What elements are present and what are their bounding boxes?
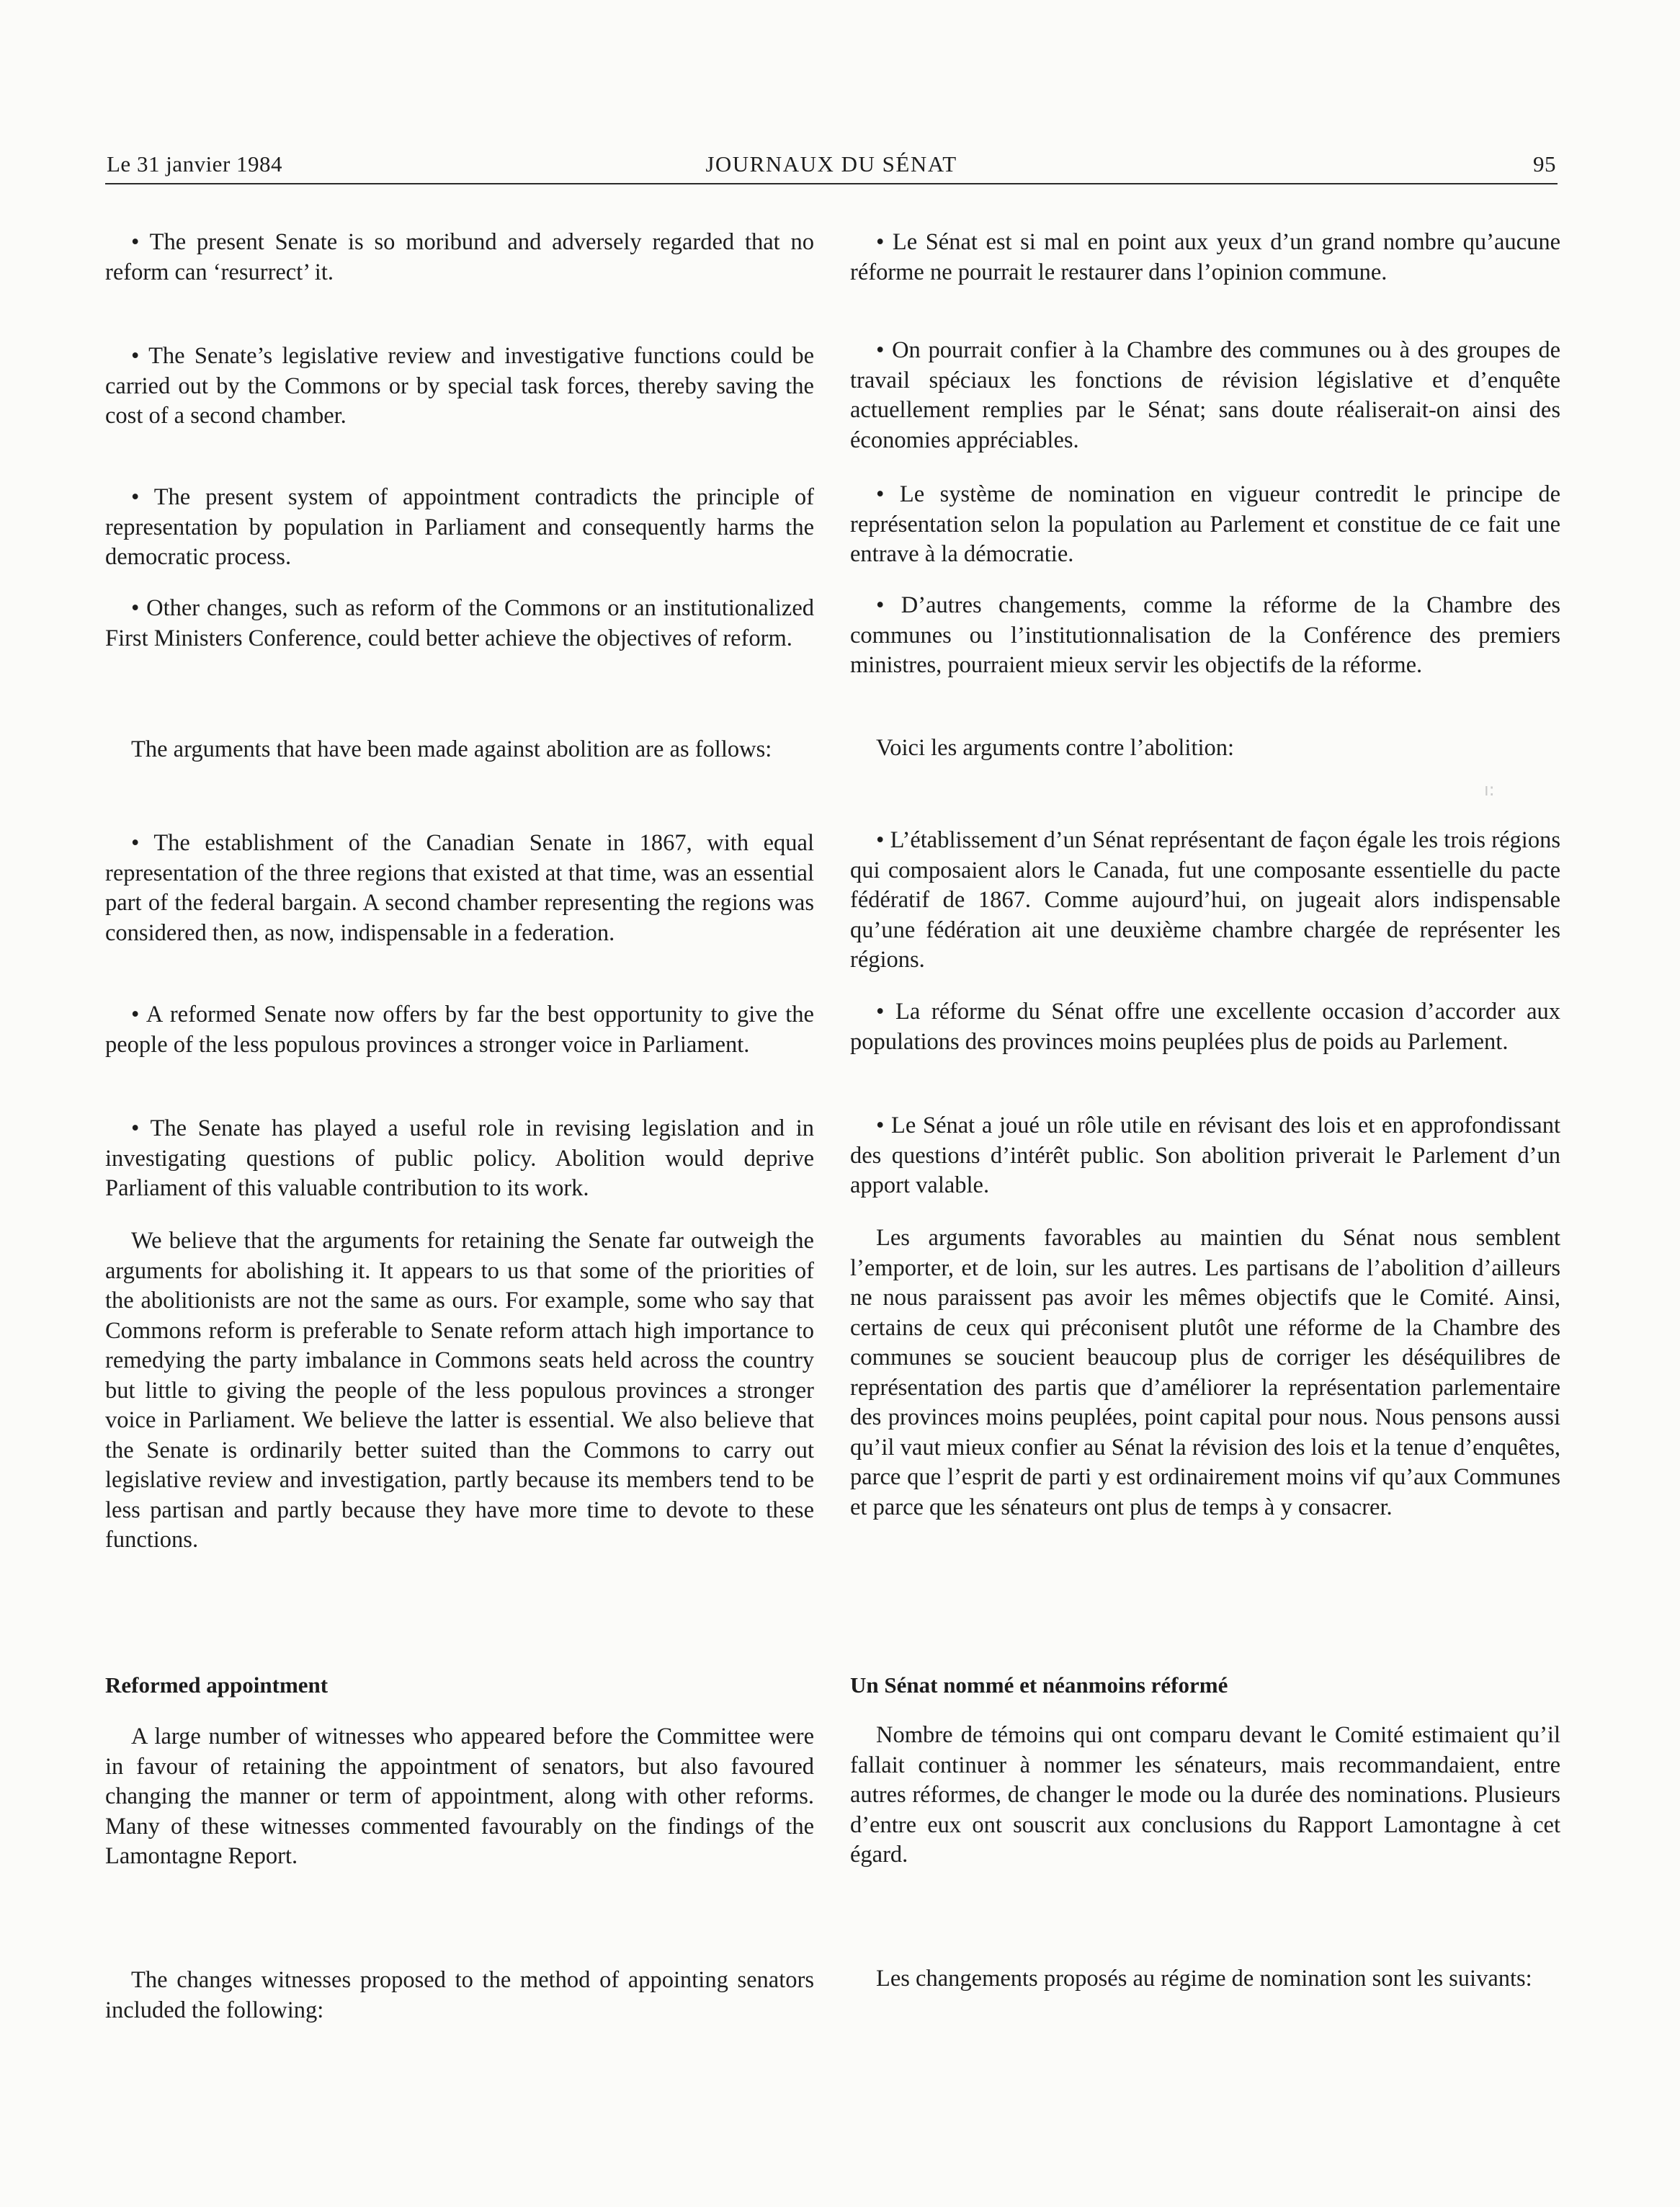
fr-paragraph-changes: Les changements proposés au régime de nomination sont les suivants: [876, 1966, 1532, 1992]
en-bullet-4: • Other changes, such as reform of the Commons or an institutionalized First Ministers Conference, could better achieve the objectives of reform. [105, 595, 814, 651]
en-paragraph-against: The arguments that have been made against abolition are as follows: [131, 736, 772, 762]
en-bullet-7: • The Senate has played a useful role in revising legislation and in investigating questions of public policy. Abolition would deprive Parliament of this valuable contribution to its work. [105, 1115, 814, 1201]
en-section-heading: Reformed appointment [105, 1672, 329, 1698]
fr-paragraph-against: Voici les arguments contre l’abolition: [876, 735, 1235, 761]
fr-section-heading: Un Sénat nommé et néanmoins réformé [850, 1672, 1228, 1698]
fr-bullet-7: • Le Sénat a joué un rôle utile en révisant des lois et en approfondissant des questions d’intérêt public. Son abolition priverait le Parlement d’un apport valable. [850, 1113, 1560, 1198]
fr-paragraph-witnesses: Nombre de témoins qui ont comparu devant le Comité estimaient qu’il fallait continuer à nommer les sénateurs, mais recommandaient, entre autres réformes, de changer le mode ou la durée des nominations. Plusieurs d’entre eux ont souscrit aux conclusions du Rapport Lamontagne à cet égard. [850, 1722, 1560, 1868]
margin-mark: ı: [1484, 780, 1495, 800]
fr-bullet-2: • On pourrait confier à la Chambre des communes ou à des groupes de travail spéciaux les fonctions de révision législative et d’enquête actuellement remplies par le Sénat; sans doute réaliserait-on ainsi des économies appréciables. [850, 337, 1560, 453]
fr-bullet-6: • La réforme du Sénat offre une excellente occasion d’accorder aux populations des provinces moins peuplées plus de poids au Parlement. [850, 999, 1560, 1055]
en-bullet-1: • The present Senate is so moribund and adversely regarded that no reform can ‘resurrect’ it. [105, 229, 814, 285]
en-paragraph-believe: We believe that the arguments for retaining the Senate far outweigh the arguments for abolishing it. It appears to us that some of the priorities of the abolitionists are not the same as ours. For example, some who say that Commons reform is preferable to Senate reform attach high importance to remedying the party imbalance in Commons seats held across the country but little to giving the people of the less populous provinces a stronger voice in Parliament. We believe the latter is essential. We also believe that the Senate is ordinarily better suited than the Commons to carry out legislative review and investigation, partly because its members tend to be less partisan and partly because they have more time to devote to these functions. [105, 1228, 814, 1553]
en-bullet-3: • The present system of appointment contradicts the principle of representation by population in Parliament and consequently harms the democratic process. [105, 484, 814, 570]
fr-bullet-1: • Le Sénat est si mal en point aux yeux d’un grand nombre qu’aucune réforme ne pourrait le restaurer dans l’opinion commune. [850, 229, 1560, 285]
page-number: 95 [1533, 151, 1556, 177]
fr-bullet-3: • Le système de nomination en vigueur contredit le principe de représentation selon la population au Parlement et constitue de ce fait une entrave à la démocratie. [850, 481, 1560, 567]
en-bullet-6: • A reformed Senate now offers by far the best opportunity to give the people of the less populous provinces a stronger voice in Parliament. [105, 1002, 814, 1058]
en-bullet-5: • The establishment of the Canadian Senate in 1867, with equal representation of the three regions that existed at that time, was an essential part of the federal bargain. A second chamber representing the regions was considered then, as now, indispensable in a federation. [105, 830, 814, 946]
en-bullet-2: • The Senate’s legislative review and investigative functions could be carried out by the Commons or by special task forces, thereby saving the cost of a second chamber. [105, 343, 814, 429]
en-paragraph-changes: The changes witnesses proposed to the method of appointing senators included the following: [105, 1967, 814, 2023]
fr-bullet-5: • L’établissement d’un Sénat représentant de façon égale les trois régions qui composaient alors le Canada, fut une composante essentielle du pacte fédératif de 1867. Comme aujourd’hui, on jugeait alors indispensable qu’une fédération ait une deuxième chambre chargée de représenter les régions. [850, 827, 1560, 973]
fr-paragraph-believe: Les arguments favorables au maintien du Sénat nous semblent l’emporter, et de loin, sur les autres. Les partisans de l’abolition d’ailleurs ne nous paraissent pas avoir les mêmes objectifs que le Comité. Ainsi, certains de ceux qui préconisent plutôt une réforme de la Chambre des communes se soucient beaucoup plus de corriger les déséquilibres de représentation des partis que d’améliorer la représentation parlementaire des provinces moins peuplées, point capital pour nous. Nous pensons aussi qu’il vaut mieux confier au Sénat la révision des lois et la tenue d’enquêtes, parce que l’esprit de parti y est ordinairement moins vif qu’aux Communes et parce que les sénateurs ont plus de temps à y consacrer. [850, 1225, 1560, 1520]
header-date: Le 31 janvier 1984 [107, 151, 283, 177]
fr-bullet-4: • D’autres changements, comme la réforme de la Chambre des communes ou l’institutionnalisation de la Conférence des premiers ministres, pourraient mieux servir les objectifs de la réforme. [850, 592, 1560, 678]
page-header [105, 147, 1558, 184]
header-title: JOURNAUX DU SÉNAT [705, 151, 957, 177]
en-paragraph-witnesses: A large number of witnesses who appeared before the Committee were in favour of retaining the appointment of senators, but also favoured changing the manner or term of appointment, along with other reforms. Many of these witnesses commented favourably on the findings of the Lamontagne Report. [105, 1724, 814, 1869]
